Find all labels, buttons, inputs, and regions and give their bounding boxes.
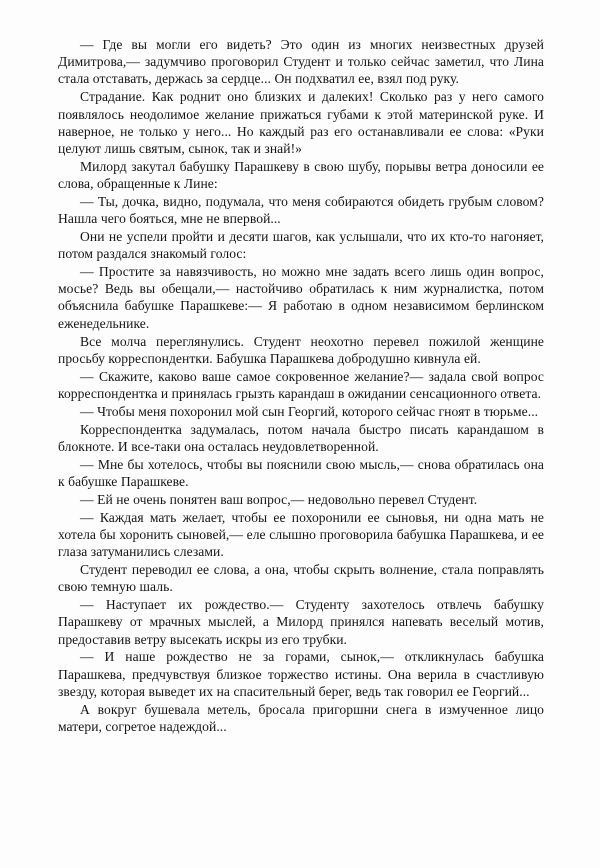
- paragraph: — Каждая мать желает, чтобы ее похоронили ее сыновья, ни одна мать не хотела бы хоронить сыновей,— еле слышно проговорила бабушка Парашкева, и ее глаза затуманились слезами.: [58, 509, 544, 560]
- paragraph: Страдание. Как роднит оно близких и далеких! Сколько раз у него самого появлялось неодолимое желание прижаться губами к этой материнской руке. И наверное, не только у него... Но каждый раз его останавливали ее слова: «Руки целуют лишь святым, сынок, так и знай!»: [58, 89, 544, 156]
- paragraph: — Где вы могли его видеть? Это один из многих неизвестных друзей Димитрова,— задумчиво проговорил Студент и только сейчас заметил, что Лина стала отставать, держась за сердце... Он подхватил ее, взял под руку.: [58, 37, 544, 87]
- paragraph: Корреспондентка задумалась, потом начала быстро писать карандашом в блокноте. И все-таки она осталась неудовлетворенной.: [58, 421, 544, 454]
- paragraph: — Простите за навязчивость, но можно мне задать всего лишь один вопрос, мосье? Ведь вы обещали,— настойчиво обратилась к ним журналистка, потом объяснила бабушке Парашкеве:— Я работаю в одном независимом берлинском еженедельнике.: [58, 264, 544, 331]
- paragraph: — Мне бы хотелось, чтобы вы пояснили свою мысль,— снова обратилась она к бабушке Парашкеве.: [58, 456, 544, 489]
- paragraph: — Наступает их рождество.— Студенту захотелось отвлечь бабушку Парашкеву от мрачных мыслей, а Милорд принялся напевать веселый мотив, предоставив ветру высекать искры из его трубки.: [58, 597, 544, 647]
- paragraph: Милорд закутал бабушку Парашкеву в свою шубу, порывы ветра доносили ее слова, обращенные к Лине:: [58, 158, 544, 191]
- paragraph: Все молча переглянулись. Студент неохотно перевел пожилой женщине просьбу корреспондентки. Бабушка Парашкева добродушно кивнула ей.: [58, 333, 544, 366]
- paragraph: А вокруг бушевала метель, бросала пригоршни снега в измученное лицо матери, согретое надеждой...: [58, 701, 544, 734]
- paragraph: — Ей не очень понятен ваш вопрос,— недовольно перевел Студент.: [80, 491, 478, 507]
- paragraph: — Ты, дочка, видно, подумала, что меня собираются обидеть грубым словом? Нашла чего бояться, мне не впервой...: [58, 193, 544, 227]
- paragraph: — Чтобы меня похоронил мой сын Георгий, которого сейчас гноят в тюрьме...: [80, 403, 539, 419]
- paragraph: Они не успели пройти и десяти шагов, как услышали, что их кто-то нагоняет, потом раздался знакомый голос:: [58, 228, 544, 262]
- body-text: [58, 36, 544, 736]
- paragraph: Студент переводил ее слова, а она, чтобы скрыть волнение, стала поправлять свою темную шаль.: [58, 562, 544, 595]
- paragraph: — Скажите, каково ваше самое сокровенное желание?— задала свой вопрос корреспондентка и принялась грызть карандаш в ожидании сенсационного ответа.: [58, 368, 544, 401]
- paragraph: — И наше рождество не за горами, сынок,— откликнулась бабушка Парашкева, предчувствуя близкое торжество истины. Она верила в счастливую звезду, которая выведет их на спасительный берег, ведь так говорил ее Георгий...: [58, 649, 544, 699]
